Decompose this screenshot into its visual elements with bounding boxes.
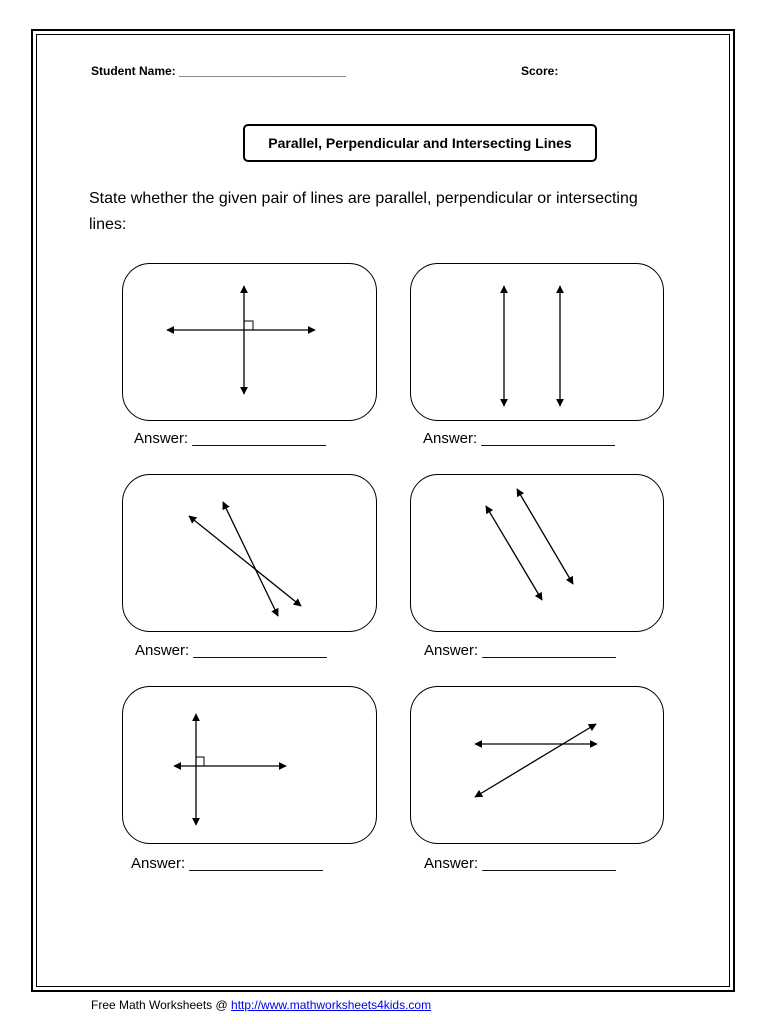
line-a (189, 516, 301, 606)
problem-3-figure (123, 475, 375, 630)
problem-6-figure (411, 687, 662, 842)
answer-2: Answer: ________________ (423, 430, 615, 447)
answer-6: Answer: ________________ (424, 855, 616, 872)
right-angle-mark (196, 757, 204, 766)
line-a (486, 506, 542, 600)
score-label: Score: (521, 64, 559, 78)
problem-panel-6 (410, 686, 664, 844)
answer-4: Answer: ________________ (424, 642, 616, 659)
problem-panel-3 (122, 474, 377, 632)
answer-5: Answer: ________________ (131, 855, 323, 872)
worksheet-title-text: Parallel, Perpendicular and Intersecting Lines (268, 135, 572, 151)
footer-prefix: Free Math Worksheets @ (91, 998, 232, 1012)
problem-panel-2 (410, 263, 664, 421)
line-b (223, 502, 278, 616)
problem-panel-1 (122, 263, 377, 421)
line-b (517, 489, 573, 584)
problem-panel-4 (410, 474, 664, 632)
instructions: State whether the given pair of lines are parallel, perpendicular or intersecting lines: (89, 190, 638, 233)
problem-panel-5 (122, 686, 377, 844)
worksheet-title (243, 124, 597, 162)
footer (91, 998, 431, 1012)
problem-4-figure (411, 475, 662, 630)
student-name-label: Student Name: _________________________ (91, 64, 346, 78)
problem-2-figure (411, 264, 662, 419)
footer-link[interactable]: http://www.mathworksheets4kids.com (231, 998, 432, 1012)
problem-1-figure (123, 264, 375, 419)
answer-1: Answer: ________________ (134, 430, 326, 447)
problem-5-figure (123, 687, 375, 842)
line-diagonal (475, 724, 596, 797)
answer-3: Answer: ________________ (135, 642, 327, 659)
right-angle-mark (244, 321, 253, 330)
